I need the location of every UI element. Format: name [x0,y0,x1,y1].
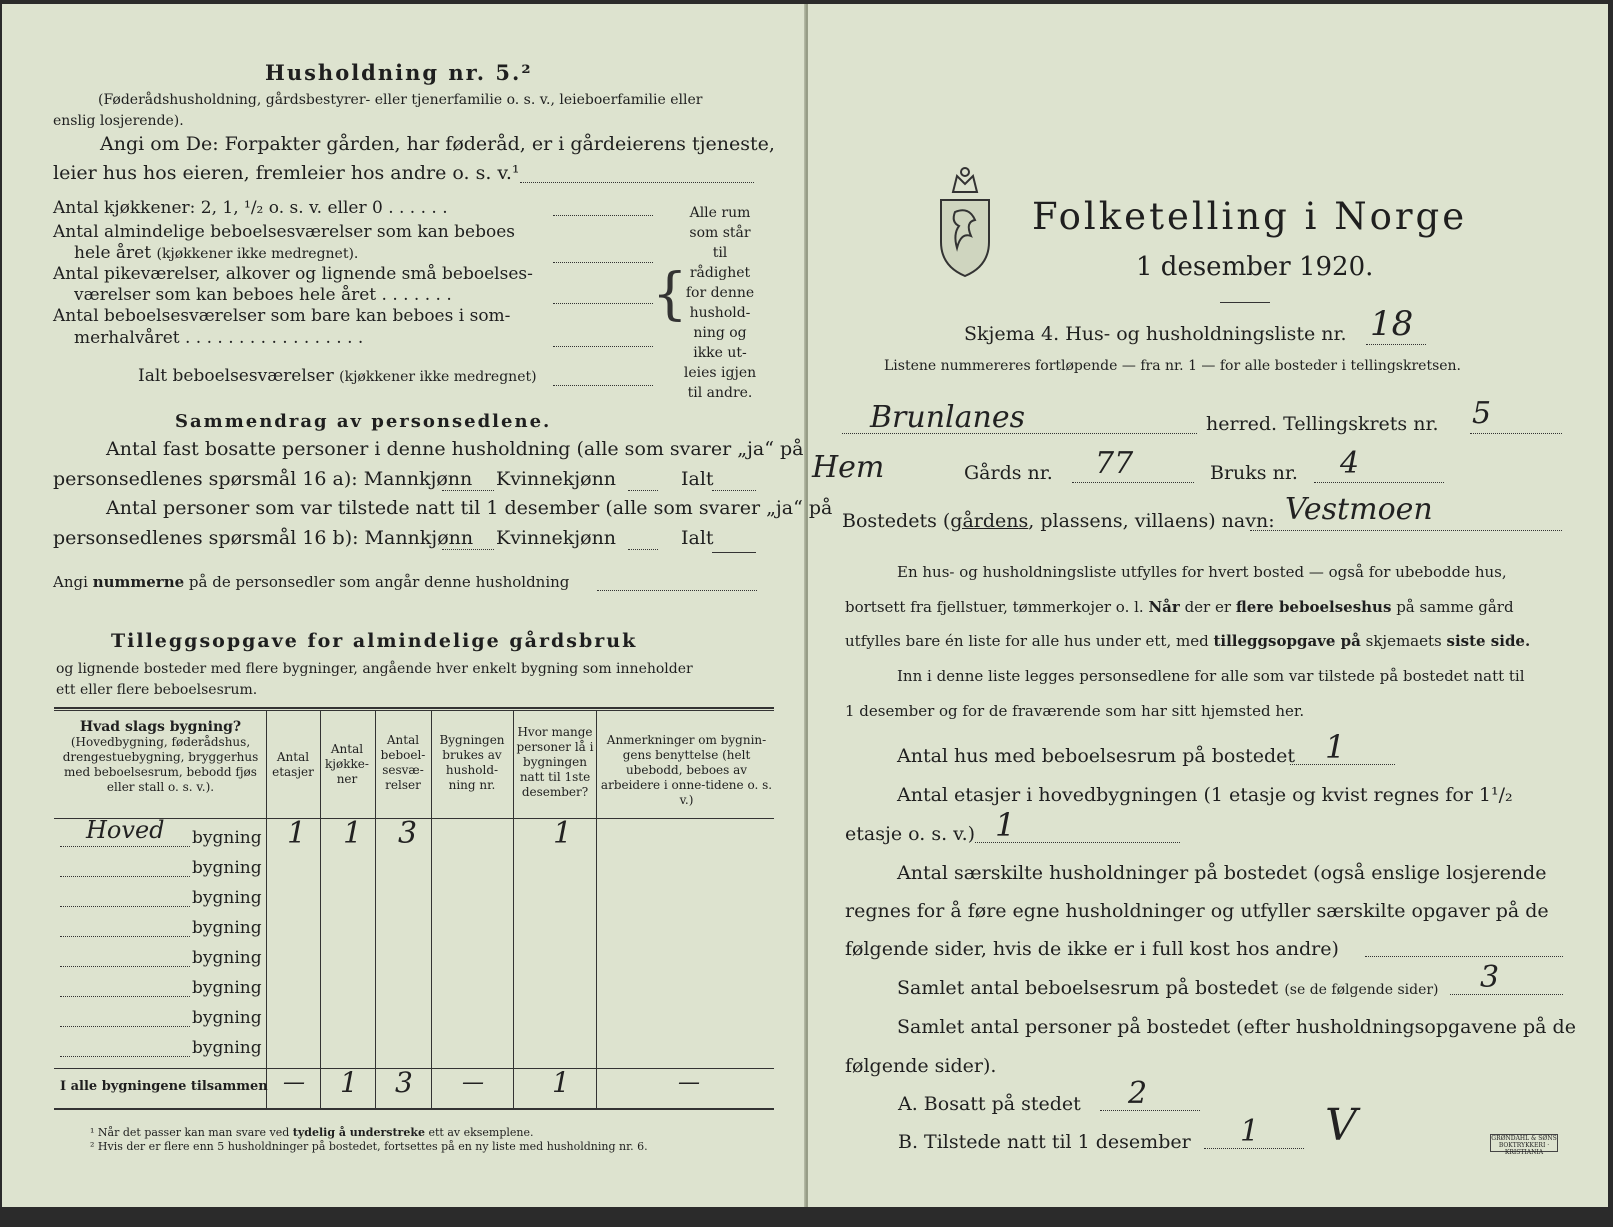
bruks-field [1314,482,1444,483]
row-name-field [60,1056,190,1057]
tilst-line-2c: Ialt [681,527,714,549]
alm-field[interactable] [553,262,653,263]
hush-field[interactable] [1365,956,1563,957]
para2-line-1: Inn i denne liste legges personsedlene for alle som var tilstede på bostedet natt til [897,667,1525,685]
pike-label-1: Antal pikeværelser, alkover og lignende små beboelses- [53,264,533,284]
row-suffix: bygning [192,1008,262,1028]
check-mark-icon: V [1325,1100,1357,1151]
sommer-label-1: Antal beboelsesværelser som bare kan beboes i som- [53,306,511,326]
herred-field [842,433,1197,434]
herred-value[interactable]: Brunlanes [870,400,1025,435]
bosted-label: Bostedets (gårdens, plassens, villaens) navn: [842,510,1275,532]
fast-line-2a: personsedlenes spørsmål 16 a): Mannkjønn [53,468,473,490]
intro-paren-2: enslig losjerende). [53,113,184,129]
krets-value[interactable]: 5 [1472,396,1492,431]
row-cell-vaerelser[interactable]: 3 [398,816,418,851]
footnote-2: ² Hvis der er flere enn 5 husholdninger på bostedet, fortsettes på en ny liste med husholdning nr. 6. [90,1140,648,1153]
total-kjokkener: 1 [340,1066,358,1099]
tilst-mann-field[interactable] [442,549,494,550]
brace-note: Alle rum som står til rådighet for denne hushold- ning og ikke ut- leies igjen til andre. [683,205,757,401]
para1-line-2: bortsett fra fjellstuer, tømmerkojer o. l. Når der er flere beboelseshus på samme gård [845,598,1514,616]
row-name-field [60,936,190,937]
col-header-etasjer: Antal etasjer [272,750,314,779]
gards-label: Gårds nr. [964,462,1053,484]
col-header-type: Hvad slags bygning? (Hovedbygning, føderådshus, drengestuebygning, bryggerhus med beboelsesrum, bebodd fjøs eller stall o. s. v.). [62,719,259,794]
prefix-handwriting: Hem [812,450,885,485]
sommer-label-2: merhalvåret . . . . . . . . . . . . . . . . . [74,328,364,348]
para2-line-2: 1 desember og for de fraværende som har sitt hjemsted her. [845,702,1305,720]
samlet-pers-line-2: følgende sider). [845,1055,997,1077]
listene-note: Listene nummereres fortløpende — fra nr. 1 — for alle bosteder i tellingskretsen. [884,358,1462,374]
hush-line-3: følgende sider, hvis de ikke er i full kost hos andre) [845,938,1339,960]
tillegg-line-2: ett eller flere beboelsesrum. [56,682,258,698]
ialt-field[interactable] [553,385,653,386]
row-name-field [60,876,190,877]
row-suffix: bygning [192,888,262,908]
bosted-value[interactable]: Vestmoen [1285,492,1433,527]
col-header-brukes: Bygningen brukes av hushold-ning nr. [439,733,505,792]
pike-label-2: værelser som kan beboes hele året . . . . . . . [74,285,452,305]
row-name-field [60,996,190,997]
skjema-field [1366,344,1426,345]
tilstede-field [1204,1148,1304,1149]
samlet-rum-value[interactable]: 3 [1480,960,1500,995]
footnote-1: ¹ Når det passer kan man svare ved tydelig å understreke ett av eksemplene. [90,1126,534,1139]
row-name-field [60,966,190,967]
bosatt-label: A. Bosatt på stedet [898,1093,1081,1115]
sommer-field[interactable] [553,346,653,347]
tilst-line-2b: Kvinnekjønn [496,527,617,549]
samlet-pers-line-1: Samlet antal personer på bostedet (efter husholdningsopgavene på de [897,1016,1576,1038]
tilst-line-1: Antal personer som var tilstede natt til 1 desember (alle som svarer „ja“ på [106,497,833,519]
row-name-field [60,1026,190,1027]
samlet-rum-label: Samlet antal beboelsesrum på bostedet (se de følgende sider) [897,977,1439,999]
row-suffix: bygning [192,948,262,968]
fast-line-2b: Kvinnekjønn [496,468,617,490]
total-anm: — [678,1070,700,1095]
title-rule [1220,302,1270,303]
samlet-rum-field [1450,994,1563,995]
census-title: Folketelling i Norge [1032,195,1468,238]
fast-line-2c: Ialt [681,468,714,490]
row-name-field [60,906,190,907]
row-suffix: bygning [192,1038,262,1058]
row-suffix: bygning [192,918,262,938]
bruks-label: Bruks nr. [1210,462,1298,484]
angi-answer-line[interactable] [520,182,754,183]
total-vaerelser: 3 [395,1066,413,1099]
fast-mann-field[interactable] [442,490,494,491]
tillegg-title: Tilleggsopgave for almindelige gårdsbruk [111,630,638,652]
angi-line-2: leier hus hos eieren, fremleier hos andre o. s. v.¹ [53,162,520,184]
ialt-label: Ialt beboelsesværelser (kjøkkener ikke medregnet) [138,366,537,386]
tilst-kvinne-field[interactable] [628,549,658,550]
brace: { [652,262,688,327]
census-date: 1 desember 1920. [1136,252,1374,282]
total-brukes: — [462,1070,484,1095]
krets-field [1470,433,1562,434]
row-cell-kjokkener[interactable]: 1 [343,816,363,851]
hus-value[interactable]: 1 [1325,728,1346,766]
etasjer-field [975,842,1180,843]
total-etasjer: — [283,1070,305,1095]
col-header-personer: Hvor mange personer lå i bygningen natt til 1ste desember? [516,725,594,799]
pike-field[interactable] [553,303,653,304]
household-title: Husholdning nr. 5.² [265,60,533,85]
angi-nummerne: Angi nummerne på de personsedler som angår denne husholdning [53,573,570,591]
fast-ialt-field[interactable] [712,490,756,491]
para1-line-3: utfylles bare én liste for alle hus under ett, med tilleggsopgave på skjemaets siste side. [845,632,1531,650]
total-label: I alle bygningene tilsammen [60,1079,268,1094]
tilst-line-2a: personsedlenes spørsmål 16 b): Mannkjønn [53,527,474,549]
skjema-value[interactable]: 18 [1370,304,1414,344]
fast-kvinne-field[interactable] [628,490,658,491]
sammendrag-title: Sammendrag av personsedlene. [175,411,552,432]
col-header-vaerelser: Antal beboel-sesvæ-relser [380,733,426,792]
col-header-kjokkener: Antal kjøkke-ner [325,742,369,786]
hus-field [1290,764,1395,765]
bruks-value[interactable]: 4 [1340,446,1360,481]
etasjer-value[interactable]: 1 [995,806,1016,844]
alm-label-1: Antal almindelige beboelsesværelser som kan beboes [53,222,515,242]
printer-stamp: GRØNDAHL & SØNS BOKTRYKKERI · KRISTIANIA [1491,1135,1557,1156]
hus-label: Antal hus med beboelsesrum på bostedet [897,745,1296,767]
row-cell-personer[interactable]: 1 [553,816,573,851]
fast-line-1: Antal fast bosatte personer i denne husholdning (alle som svarer „ja“ på [106,438,804,460]
tilstede-label: B. Tilstede natt til 1 desember [898,1131,1191,1153]
hush-line-2: regnes for å føre egne husholdninger og utfyller særskilte opgaver på de [845,900,1549,922]
row-name-field [60,846,190,847]
tilst-ialt-field[interactable] [712,552,756,553]
kjokkener-field[interactable] [553,215,653,216]
hush-line-1: Antal særskilte husholdninger på bostedet (også enslige losjerende [897,862,1547,884]
col-header-anm: Anmerkninger om bygnin-gens benyttelse (helt ubebodd, beboes av arbeidere i onne-tidene o. s. v.) [600,733,773,807]
alm-label-2: hele året (kjøkkener ikke medregnet). [74,243,359,263]
kjokkener-label: Antal kjøkkener: 2, 1, ¹/₂ o. s. v. eller 0 . . . . . . [53,198,448,218]
herred-label: herred. Tellingskrets nr. [1206,413,1439,435]
row-building-name[interactable]: Hoved [86,816,165,844]
coat-of-arms-icon [935,162,995,282]
bosatt-field [1100,1110,1200,1111]
gards-field [1072,482,1194,483]
etasjer-line-2: etasje o. s. v.) [845,823,976,845]
bosatt-value[interactable]: 2 [1128,1076,1148,1111]
para1-line-1: En hus- og husholdningsliste utfylles for hvert bosted — også for ubebodde hus, [897,563,1507,581]
gards-value[interactable]: 77 [1095,446,1134,481]
total-personer: 1 [552,1066,570,1099]
tillegg-line-1: og lignende bosteder med flere bygninger, angående hver enkelt bygning som inneholder [56,661,693,677]
skjema-label: Skjema 4. Hus- og husholdningsliste nr. [964,323,1347,345]
row-cell-etasjer[interactable]: 1 [287,816,307,851]
intro-paren: (Føderådshusholdning, gårdsbestyrer- eller tjenerfamilie o. s. v., leieboerfamilie eller [98,92,703,108]
angi-line-1: Angi om De: Forpakter gården, har føderåd, er i gårdeierens tjeneste, [100,133,775,155]
tilstede-value[interactable]: 1 [1240,1114,1260,1149]
row-suffix: bygning [192,828,262,848]
row-suffix: bygning [192,858,262,878]
nummerne-field[interactable] [597,590,757,591]
etasjer-line-1: Antal etasjer i hovedbygningen (1 etasje og kvist regnes for 1¹/₂ [897,784,1513,806]
bosted-field [1250,530,1562,531]
row-suffix: bygning [192,978,262,998]
